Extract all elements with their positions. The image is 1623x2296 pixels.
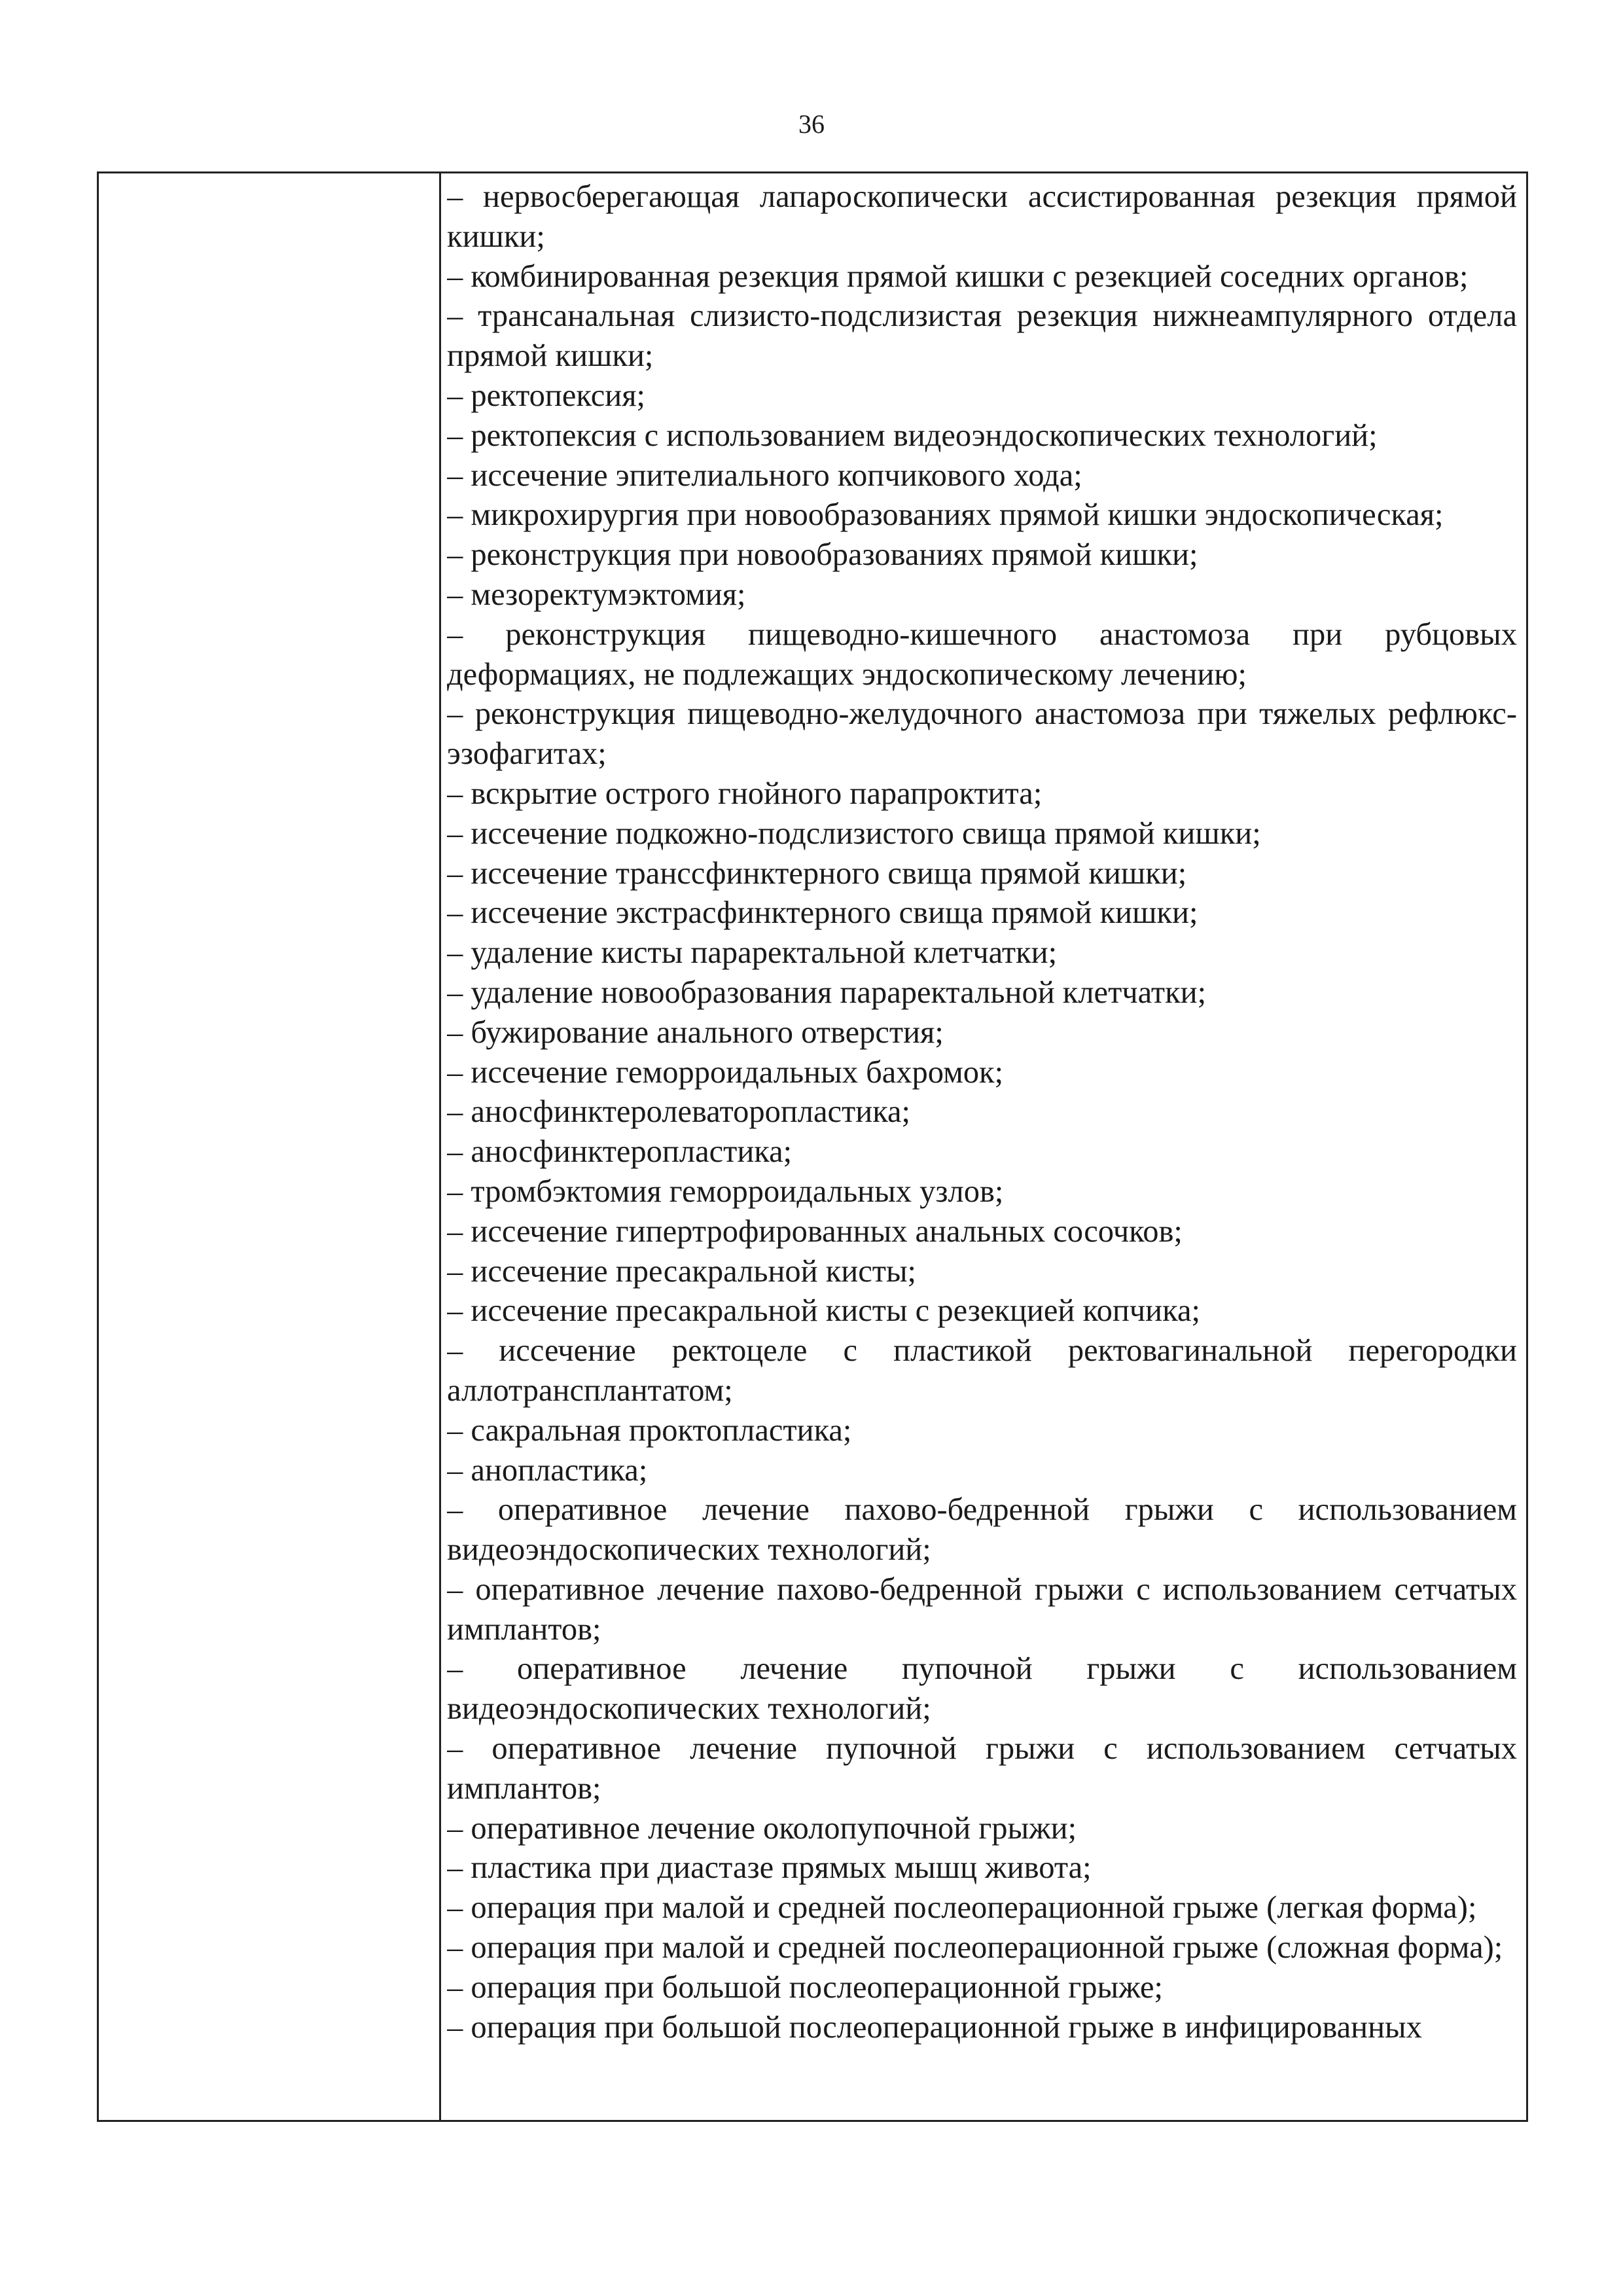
list-item: – аносфинктеролеваторопластика; (447, 1094, 911, 1130)
list-item: – ректопексия; (447, 378, 645, 413)
list-item: – реконструкция пищеводно-кишечного анастомоза при рубцовых деформациях, не подлежащих эндоскопическому лечению; (447, 617, 1517, 692)
list-item: – операция при малой и средней послеоперационной грыже (сложная форма); (447, 1930, 1503, 1965)
page-number: 36 (798, 109, 825, 139)
list-item: – оперативное лечение пахово-бедренной грыжи с использованием сетчатых имплантов; (447, 1571, 1517, 1647)
list-item: – операция при малой и средней послеоперационной грыже (легкая форма); (447, 1890, 1477, 1926)
list-item: – иссечение пресакральной кисты с резекцией копчика; (447, 1293, 1200, 1329)
list-item: – иссечение геморроидальных бахромок; (447, 1054, 1004, 1090)
list-item: – удаление новообразования параректальной клетчатки; (447, 975, 1207, 1010)
list-item: – реконструкция при новообразованиях прямой кишки; (447, 537, 1198, 573)
list-item: – пластика при диастазе прямых мышц живота; (447, 1850, 1092, 1886)
list-item: – оперативное лечение пахово-бедренной грыжи с использованием видеоэндоскопических технологий; (447, 1492, 1517, 1568)
list-item: – оперативное лечение пупочной грыжи с использованием видеоэндоскопических технологий; (447, 1651, 1517, 1727)
list-item: – микрохирургия при новообразованиях прямой кишки эндоскопическая; (447, 497, 1444, 533)
list-item: – нервосберегающая лапароскопически ассистированная резекция прямой кишки; (447, 179, 1517, 254)
list-item: – иссечение гипертрофированных анальных сосочков; (447, 1213, 1183, 1249)
list-item: – анопластика; (447, 1452, 648, 1488)
list-item: – удаление кисты параректальной клетчатки; (447, 935, 1058, 971)
list-item: – тромбэктомия геморроидальных узлов; (447, 1174, 1004, 1209)
list-item: – реконструкция пищеводно-желудочного анастомоза при тяжелых рефлюкс-эзофагитах; (447, 696, 1517, 772)
table-left-column (99, 173, 439, 2120)
list-item: – операция при большой послеоперационной грыже в инфицированных (447, 2009, 1422, 2045)
list-item: – вскрытие острого гнойного парапроктита; (447, 776, 1043, 811)
list-item: – иссечение ректоцеле с пластикой ректовагинальной перегородки аллотрансплантатом; (447, 1333, 1517, 1408)
table-right-column (447, 177, 1517, 2120)
list-item: – сакральная проктопластика; (447, 1412, 852, 1448)
list-item: – аносфинктеропластика; (447, 1134, 793, 1170)
list-item: – иссечение эпителиального копчикового хода; (447, 457, 1082, 493)
list-item: – иссечение пресакральной кисты; (447, 1253, 917, 1289)
list-item: – операция при большой послеоперационной грыже; (447, 1969, 1163, 2005)
list-item: – комбинированная резекция прямой кишки с резекцией соседних органов; (447, 259, 1469, 294)
procedures-table (97, 171, 1528, 2122)
list-item: – оперативное лечение околопупочной грыжи; (447, 1810, 1077, 1846)
list-item: – ректопексия с использованием видеоэндоскопических технологий; (447, 418, 1378, 453)
list-item: – иссечение подкожно-подслизистого свища прямой кишки; (447, 816, 1261, 851)
list-item: – бужирование анального отверстия; (447, 1014, 944, 1050)
list-item: – мезоректумэктомия; (447, 577, 746, 612)
list-item: – оперативное лечение пупочной грыжи с использованием сетчатых имплантов; (447, 1731, 1517, 1806)
list-item: – иссечение экстрасфинктерного свища прямой кишки; (447, 895, 1198, 931)
list-item: – трансанальная слизисто-подслизистая резекция нижнеампулярного отдела прямой кишки; (447, 298, 1517, 374)
column-divider (439, 173, 441, 2120)
list-item: – иссечение транссфинктерного свища прямой кишки; (447, 855, 1187, 891)
